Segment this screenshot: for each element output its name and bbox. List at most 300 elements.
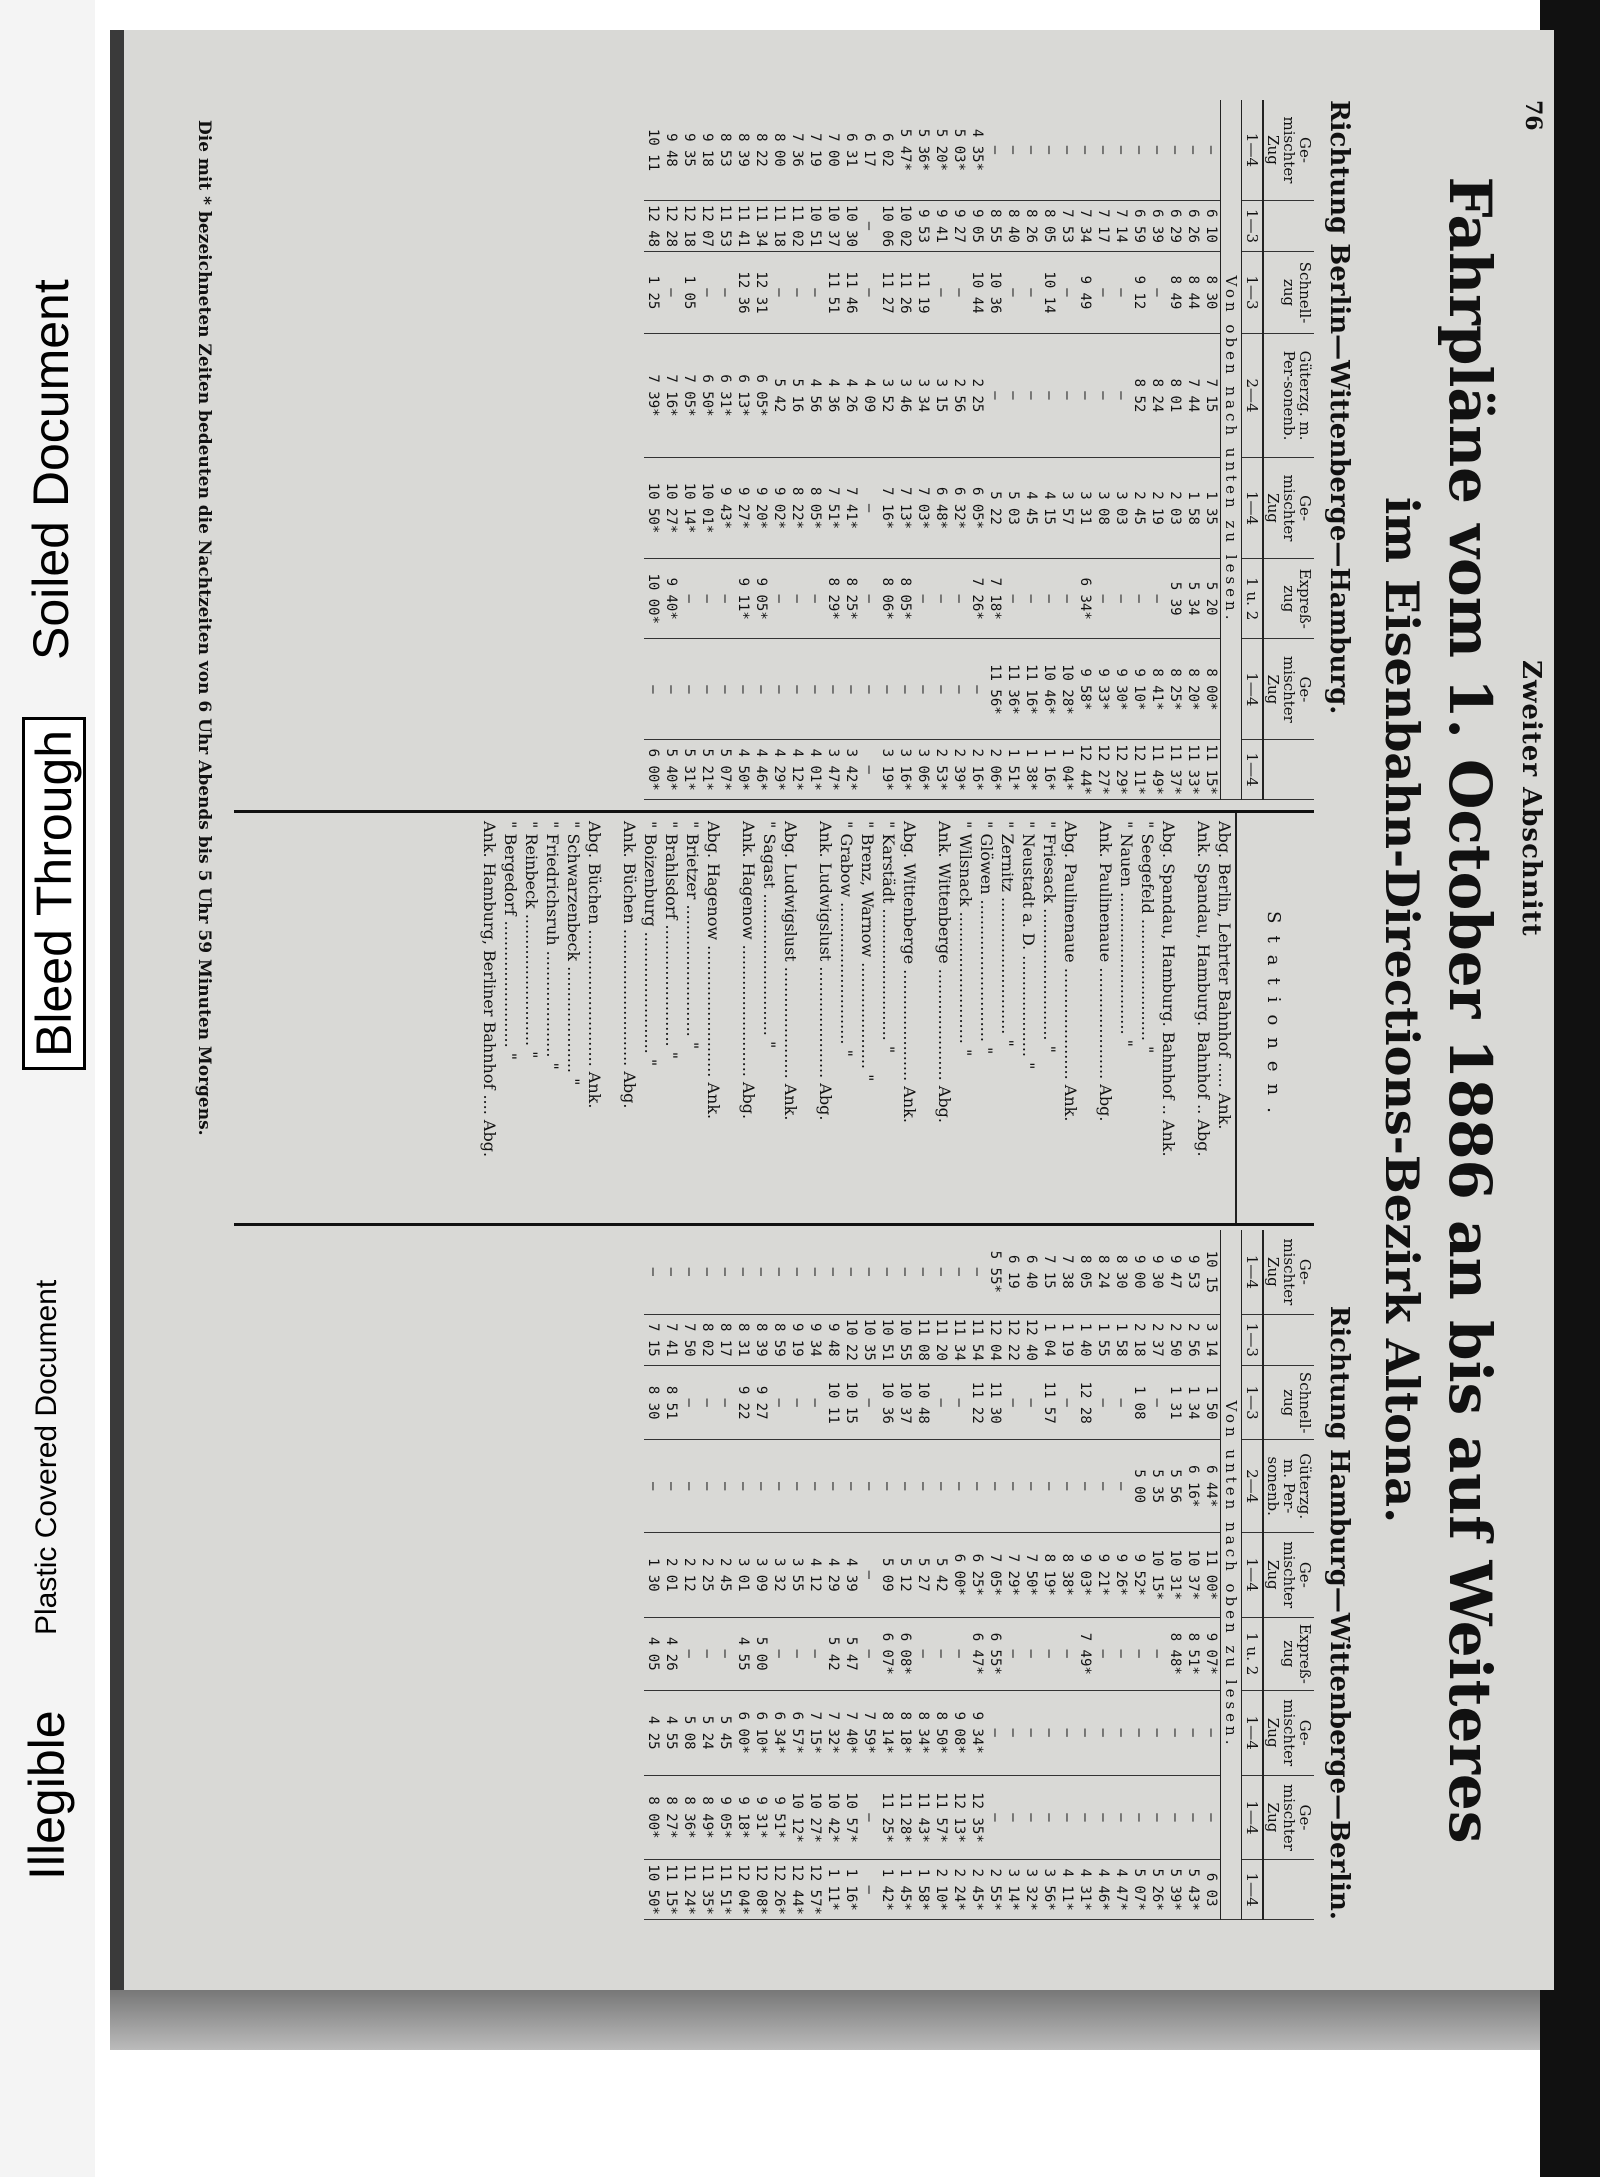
time-cell: 10 51 bbox=[878, 1314, 896, 1365]
time-cell: — bbox=[1022, 252, 1040, 334]
time-cell: 11 41 bbox=[734, 200, 752, 251]
time-cell: 6 00* bbox=[950, 1532, 968, 1617]
time-cell: 4 46* bbox=[1094, 1860, 1112, 1920]
bleed-through-label: Bleed Through bbox=[22, 717, 86, 1070]
time-cell: 3 19* bbox=[878, 740, 896, 800]
time-cell: 8 31 bbox=[734, 1314, 752, 1365]
time-cell: 12 40 bbox=[1022, 1314, 1040, 1365]
time-cell: 5 31* bbox=[680, 740, 698, 800]
time-cell: 7 15 bbox=[1202, 333, 1221, 457]
time-cell: 6 05* bbox=[752, 333, 770, 457]
class-cell: 1—4 bbox=[1242, 1775, 1264, 1860]
time-cell: 9 51* bbox=[770, 1775, 788, 1860]
time-cell: 3 34 bbox=[914, 333, 932, 457]
time-cell: 8 49 bbox=[1166, 252, 1184, 334]
time-cell: — bbox=[1004, 1365, 1022, 1440]
table-row bbox=[698, 1230, 716, 1920]
time-cell: 7 00 bbox=[824, 100, 842, 200]
time-cell: 6 59 bbox=[1130, 200, 1148, 251]
time-cell: 3 08 bbox=[1094, 458, 1112, 559]
time-cell: 9 20* bbox=[752, 458, 770, 559]
time-cell: — bbox=[680, 1230, 698, 1314]
time-cell: — bbox=[860, 1440, 878, 1532]
table-row bbox=[734, 1230, 752, 1920]
time-cell: 9 31* bbox=[752, 1775, 770, 1860]
station-row: " Brietzer .......................... " bbox=[683, 821, 702, 1050]
time-cell: 2 45 bbox=[716, 1532, 734, 1617]
time-cell: 9 53 bbox=[914, 200, 932, 251]
time-cell: 11 00* bbox=[1202, 1532, 1221, 1617]
table-row bbox=[986, 100, 1004, 800]
time-cell: 11 02 bbox=[788, 200, 806, 251]
time-cell: 3 42* bbox=[842, 740, 860, 800]
table-row bbox=[842, 100, 860, 800]
time-cell: — bbox=[806, 1230, 824, 1314]
page-title: Fahrpläne vom 1. October 1886 an bis auf Weiteres bbox=[1436, 176, 1504, 1844]
time-cell: 5 36* bbox=[914, 100, 932, 200]
time-cell: 4 45 bbox=[1022, 458, 1040, 559]
time-cell: 1 30 bbox=[644, 1532, 662, 1617]
time-cell: 8 05 bbox=[1076, 1230, 1094, 1314]
time-cell: 3 06* bbox=[914, 740, 932, 800]
time-cell: — bbox=[1148, 1690, 1166, 1775]
time-cell: — bbox=[1040, 100, 1058, 200]
time-cell: 11 54 bbox=[968, 1314, 986, 1365]
station-row: Abg. Spandau, Hamburg. Bahnhof .. Ank. bbox=[1159, 821, 1178, 1157]
time-cell: — bbox=[824, 639, 842, 740]
timetable-left bbox=[644, 100, 1314, 800]
time-cell: — bbox=[932, 1230, 950, 1314]
station-row: " Boizenburg ........................ " bbox=[641, 821, 660, 1067]
time-cell: — bbox=[1022, 559, 1040, 639]
time-cell: 5 35 bbox=[1148, 1440, 1166, 1532]
time-cell: — bbox=[1094, 1690, 1112, 1775]
time-cell: — bbox=[1148, 1617, 1166, 1690]
table-row bbox=[716, 100, 734, 800]
time-cell: — bbox=[1058, 252, 1076, 334]
time-cell: — bbox=[1076, 1775, 1094, 1860]
column-header: Ge-mischter Zug bbox=[1263, 100, 1314, 200]
station-row: " Bergedorf ......................... " bbox=[501, 821, 520, 1061]
time-cell: 7 50 bbox=[680, 1314, 698, 1365]
time-cell: 3 56* bbox=[1040, 1860, 1058, 1920]
time-cell: — bbox=[932, 1617, 950, 1690]
time-cell: 7 05* bbox=[986, 1532, 1004, 1617]
table-row bbox=[1076, 100, 1094, 800]
time-cell: — bbox=[1022, 100, 1040, 200]
table-row bbox=[806, 100, 824, 800]
time-cell: — bbox=[950, 1617, 968, 1690]
time-cell: 3 47* bbox=[824, 740, 842, 800]
time-cell: 8 27* bbox=[662, 1775, 680, 1860]
column-header bbox=[1263, 740, 1314, 800]
time-cell: — bbox=[1166, 100, 1184, 200]
time-cell: 9 49 bbox=[1076, 252, 1094, 334]
time-cell: — bbox=[752, 1440, 770, 1532]
time-cell: 10 37* bbox=[1184, 1532, 1202, 1617]
time-cell: 11 16* bbox=[1022, 639, 1040, 740]
column-header: Güterzg. m. Per-sonenb. bbox=[1263, 1440, 1314, 1532]
column-header: Expreß-zug bbox=[1263, 559, 1314, 639]
station-row: " Schwarzenbeck ..................... " bbox=[564, 821, 583, 1086]
time-cell: — bbox=[1148, 559, 1166, 639]
time-cell: — bbox=[1094, 559, 1112, 639]
time-cell: — bbox=[950, 1365, 968, 1440]
time-cell: 8 26 bbox=[1022, 200, 1040, 251]
time-cell: 5 42 bbox=[770, 333, 788, 457]
time-cell: — bbox=[842, 1230, 860, 1314]
table-row bbox=[644, 100, 662, 800]
time-cell: 11 51* bbox=[716, 1860, 734, 1920]
time-cell: — bbox=[1004, 559, 1022, 639]
time-cell: 4 26 bbox=[662, 1617, 680, 1690]
time-cell: 10 50* bbox=[644, 1860, 662, 1920]
time-cell: 12 35* bbox=[968, 1775, 986, 1860]
time-cell: — bbox=[1112, 559, 1130, 639]
time-cell: 5 56 bbox=[1166, 1440, 1184, 1532]
time-cell: 8 48* bbox=[1166, 1617, 1184, 1690]
time-cell: — bbox=[770, 1230, 788, 1314]
time-cell: 8 05 bbox=[1040, 200, 1058, 251]
time-cell: 6 48* bbox=[932, 458, 950, 559]
time-cell: 5 39 bbox=[1166, 559, 1184, 639]
time-cell: 10 28* bbox=[1058, 639, 1076, 740]
illegible-label: Illegible bbox=[19, 1710, 75, 1880]
time-cell: 2 56 bbox=[1184, 1314, 1202, 1365]
time-cell: — bbox=[662, 639, 680, 740]
time-cell: 10 27* bbox=[806, 1775, 824, 1860]
table-row bbox=[806, 1230, 824, 1920]
class-cell: 2—4 bbox=[1242, 1440, 1264, 1532]
time-cell: — bbox=[1166, 1775, 1184, 1860]
time-cell: 2 16* bbox=[968, 740, 986, 800]
time-cell: 5 42 bbox=[932, 1532, 950, 1617]
time-cell: 8 24 bbox=[1094, 1230, 1112, 1314]
table-row bbox=[1166, 100, 1184, 800]
time-cell: 11 19 bbox=[914, 252, 932, 334]
time-cell: — bbox=[1076, 333, 1094, 457]
table-row bbox=[986, 1230, 1004, 1920]
time-cell: 12 13* bbox=[950, 1775, 968, 1860]
time-cell: 5 07* bbox=[716, 740, 734, 800]
time-cell: — bbox=[1094, 1617, 1112, 1690]
time-cell: 3 09 bbox=[752, 1532, 770, 1617]
time-cell: — bbox=[644, 639, 662, 740]
time-cell: 3 57 bbox=[1058, 458, 1076, 559]
table-row bbox=[950, 100, 968, 800]
time-cell: 6 50* bbox=[698, 333, 716, 457]
time-cell: 9 58* bbox=[1076, 639, 1094, 740]
time-cell: 2 45 bbox=[1130, 458, 1148, 559]
time-cell: 11 18 bbox=[770, 200, 788, 251]
time-cell: 2 12 bbox=[680, 1532, 698, 1617]
class-cell: 1—4 bbox=[1242, 100, 1264, 200]
time-cell: 5 27 bbox=[914, 1532, 932, 1617]
time-cell: — bbox=[1184, 1690, 1202, 1775]
time-cell: — bbox=[1058, 100, 1076, 200]
time-cell: — bbox=[662, 1440, 680, 1532]
time-cell: 9 12 bbox=[1130, 252, 1148, 334]
time-cell: 9 48 bbox=[662, 100, 680, 200]
time-cell: 10 02 bbox=[896, 200, 914, 251]
page-number: 76 bbox=[1520, 100, 1546, 131]
time-cell: 8 22 bbox=[752, 100, 770, 200]
time-cell: — bbox=[1112, 1690, 1130, 1775]
time-cell: — bbox=[860, 200, 878, 251]
table-row bbox=[1130, 1230, 1148, 1920]
timetable-right bbox=[644, 1230, 1314, 1920]
time-cell: 9 34 bbox=[806, 1314, 824, 1365]
time-cell: — bbox=[1004, 100, 1022, 200]
time-cell: 8 01 bbox=[1166, 333, 1184, 457]
time-cell: 7 53 bbox=[1058, 200, 1076, 251]
column-header: Ge-mischter Zug bbox=[1263, 639, 1314, 740]
table-row bbox=[752, 1230, 770, 1920]
time-cell: — bbox=[914, 1440, 932, 1532]
time-cell: 7 15* bbox=[806, 1690, 824, 1775]
time-cell: — bbox=[644, 1230, 662, 1314]
class-cell: 1—4 bbox=[1242, 1860, 1264, 1920]
time-cell: 8 39 bbox=[734, 100, 752, 200]
time-cell: 2 37 bbox=[1148, 1314, 1166, 1365]
time-cell: 2 10* bbox=[932, 1860, 950, 1920]
table-row bbox=[788, 1230, 806, 1920]
time-cell: — bbox=[716, 559, 734, 639]
time-cell: 7 41 bbox=[662, 1314, 680, 1365]
time-cell: 10 11 bbox=[644, 100, 662, 200]
time-cell: — bbox=[1148, 1365, 1166, 1440]
time-cell: 8 25* bbox=[842, 559, 860, 639]
time-cell: 12 27* bbox=[1094, 740, 1112, 800]
time-cell: — bbox=[1058, 1775, 1076, 1860]
time-cell: 1 16* bbox=[842, 1860, 860, 1920]
time-cell: 8 52 bbox=[1130, 333, 1148, 457]
time-cell: — bbox=[662, 1230, 680, 1314]
time-cell: — bbox=[770, 1617, 788, 1690]
time-cell: 5 40* bbox=[662, 740, 680, 800]
time-cell: 9 26* bbox=[1112, 1532, 1130, 1617]
time-cell: 10 22 bbox=[842, 1314, 860, 1365]
time-cell: — bbox=[950, 1230, 968, 1314]
table-row bbox=[680, 1230, 698, 1920]
class-cell: 2—4 bbox=[1242, 333, 1264, 457]
time-cell: — bbox=[1130, 1775, 1148, 1860]
time-cell: 10 27* bbox=[662, 458, 680, 559]
soiled-document-label: Soiled Document bbox=[23, 279, 79, 660]
time-cell: — bbox=[842, 1440, 860, 1532]
station-row: Ank. Paulinenaue ...................... Abg. bbox=[1096, 821, 1115, 1122]
time-cell: 1 19 bbox=[1058, 1314, 1076, 1365]
time-cell: 1 45* bbox=[896, 1860, 914, 1920]
time-cell: 9 33* bbox=[1094, 639, 1112, 740]
time-cell: 12 04* bbox=[734, 1860, 752, 1920]
time-cell: — bbox=[896, 1230, 914, 1314]
time-cell: — bbox=[1058, 1690, 1076, 1775]
time-cell: 6 26 bbox=[1184, 200, 1202, 251]
time-cell: 8 50* bbox=[932, 1690, 950, 1775]
time-cell: 7 19 bbox=[806, 100, 824, 200]
time-cell: — bbox=[788, 559, 806, 639]
time-cell: — bbox=[788, 1365, 806, 1440]
column-header bbox=[1263, 1860, 1314, 1920]
column-header: Ge-mischter Zug bbox=[1263, 1230, 1314, 1314]
time-cell: — bbox=[716, 1617, 734, 1690]
time-cell: — bbox=[698, 1230, 716, 1314]
time-cell: 11 15* bbox=[1202, 740, 1221, 800]
time-cell: 6 00* bbox=[734, 1690, 752, 1775]
table-row bbox=[734, 100, 752, 800]
time-cell: 7 41* bbox=[842, 458, 860, 559]
time-cell: 12 44* bbox=[788, 1860, 806, 1920]
time-cell: 10 12* bbox=[788, 1775, 806, 1860]
time-cell: 8 55 bbox=[986, 200, 1004, 251]
time-cell: 5 03 bbox=[1004, 458, 1022, 559]
time-cell: — bbox=[1022, 1365, 1040, 1440]
time-cell: — bbox=[788, 252, 806, 334]
time-cell: — bbox=[860, 1365, 878, 1440]
time-cell: 8 06* bbox=[878, 559, 896, 639]
table-row bbox=[1022, 1230, 1040, 1920]
time-cell: 10 01* bbox=[698, 458, 716, 559]
time-cell: 4 47* bbox=[1112, 1860, 1130, 1920]
class-cell: 1—3 bbox=[1242, 252, 1264, 334]
time-cell: 3 14* bbox=[1004, 1860, 1022, 1920]
time-cell: — bbox=[1112, 100, 1130, 200]
time-cell: — bbox=[788, 1440, 806, 1532]
time-cell: 4 39 bbox=[842, 1532, 860, 1617]
time-cell: — bbox=[950, 252, 968, 334]
column-header: Schnell-zug bbox=[1263, 1365, 1314, 1440]
time-cell: 10 44 bbox=[968, 252, 986, 334]
time-cell: 3 55 bbox=[788, 1532, 806, 1617]
table-row bbox=[1202, 1230, 1221, 1920]
time-cell: 6 44* bbox=[1202, 1440, 1221, 1532]
time-cell: — bbox=[914, 559, 932, 639]
table-row bbox=[950, 1230, 968, 1920]
time-cell: 11 15* bbox=[662, 1860, 680, 1920]
time-cell: 9 18* bbox=[734, 1775, 752, 1860]
time-cell: — bbox=[1004, 1617, 1022, 1690]
table-row bbox=[1184, 1230, 1202, 1920]
time-cell: 6 31* bbox=[716, 333, 734, 457]
table-row bbox=[770, 1230, 788, 1920]
time-cell: 10 57* bbox=[842, 1775, 860, 1860]
time-cell: 10 14* bbox=[680, 458, 698, 559]
time-cell: 12 28 bbox=[662, 200, 680, 251]
table-row bbox=[878, 1230, 896, 1920]
time-cell: — bbox=[1148, 252, 1166, 334]
time-cell: — bbox=[1130, 1617, 1148, 1690]
time-cell: — bbox=[770, 1440, 788, 1532]
time-cell: — bbox=[806, 1617, 824, 1690]
time-cell: 8 05* bbox=[806, 458, 824, 559]
station-row: " Brenz, Warnow ..................... " bbox=[858, 821, 877, 1082]
time-cell: 7 34 bbox=[1076, 200, 1094, 251]
table-row bbox=[824, 1230, 842, 1920]
time-cell: 6 47* bbox=[968, 1617, 986, 1690]
time-cell: 3 14 bbox=[1202, 1314, 1221, 1365]
time-cell: 1 11* bbox=[824, 1860, 842, 1920]
time-cell: 4 12 bbox=[806, 1532, 824, 1617]
class-cell: 1 u. 2 bbox=[1242, 1617, 1264, 1690]
time-cell: — bbox=[788, 639, 806, 740]
time-cell: — bbox=[1022, 1617, 1040, 1690]
time-cell: — bbox=[1094, 100, 1112, 200]
time-cell: 9 34* bbox=[968, 1690, 986, 1775]
time-cell: — bbox=[860, 252, 878, 334]
time-cell: — bbox=[698, 1617, 716, 1690]
time-cell: 1 50 bbox=[1202, 1365, 1221, 1440]
class-cell: 1—4 bbox=[1242, 1230, 1264, 1314]
time-cell: 9 00 bbox=[1130, 1230, 1148, 1314]
table-row bbox=[932, 1230, 950, 1920]
time-cell: 7 15 bbox=[644, 1314, 662, 1365]
time-cell: 11 20 bbox=[932, 1314, 950, 1365]
time-cell: 8 41* bbox=[1148, 639, 1166, 740]
time-cell: — bbox=[1058, 1365, 1076, 1440]
time-cell: 10 31* bbox=[1166, 1532, 1184, 1617]
table-row bbox=[1004, 1230, 1022, 1920]
time-cell: — bbox=[1130, 1690, 1148, 1775]
time-cell: 2 24* bbox=[950, 1860, 968, 1920]
time-cell: 9 35 bbox=[680, 100, 698, 200]
time-cell: — bbox=[914, 1617, 932, 1690]
time-cell: — bbox=[1094, 1365, 1112, 1440]
time-cell: 4 09 bbox=[860, 333, 878, 457]
time-cell: 6 19 bbox=[1004, 1230, 1022, 1314]
time-cell: — bbox=[716, 252, 734, 334]
time-cell: — bbox=[1094, 1775, 1112, 1860]
time-cell: 12 28 bbox=[1076, 1365, 1094, 1440]
plastic-covered-label: Plastic Covered Document bbox=[30, 1279, 63, 1635]
time-cell: — bbox=[1058, 1440, 1076, 1532]
time-cell: 8 25* bbox=[1166, 639, 1184, 740]
footnote: Die mit * bezeichneten Zeiten bedeuten die Nachtzeiten von 6 Uhr Abends bis 5 Uhr 59 Minuten Morgens. bbox=[194, 120, 214, 1136]
class-cell: 1—3 bbox=[1242, 1314, 1264, 1365]
time-cell: — bbox=[698, 559, 716, 639]
station-row: Abg. Hagenow .......................... Ank. bbox=[704, 821, 723, 1120]
artifact-label-strip bbox=[0, 0, 95, 2177]
time-cell: — bbox=[1058, 559, 1076, 639]
time-cell: 4 29 bbox=[824, 1532, 842, 1617]
time-cell: — bbox=[1004, 333, 1022, 457]
time-cell: 7 16* bbox=[662, 333, 680, 457]
time-cell: 4 46* bbox=[752, 740, 770, 800]
time-cell: 7 14 bbox=[1112, 200, 1130, 251]
time-cell: 3 32* bbox=[1022, 1860, 1040, 1920]
time-cell: 5 00 bbox=[752, 1617, 770, 1690]
time-cell: 9 11* bbox=[734, 559, 752, 639]
time-cell: 6 16* bbox=[1184, 1440, 1202, 1532]
column-header: Ge-mischter Zug bbox=[1263, 1532, 1314, 1617]
time-cell: — bbox=[1094, 252, 1112, 334]
time-cell: 12 18 bbox=[680, 200, 698, 251]
time-cell: 2 45* bbox=[968, 1860, 986, 1920]
time-cell: — bbox=[1076, 100, 1094, 200]
time-cell: — bbox=[1004, 1440, 1022, 1532]
time-cell: — bbox=[1040, 1690, 1058, 1775]
time-cell: 6 39 bbox=[1148, 200, 1166, 251]
time-cell: 5 16 bbox=[788, 333, 806, 457]
time-cell: 8 51 bbox=[662, 1365, 680, 1440]
time-cell: 10 06 bbox=[878, 200, 896, 251]
table-row bbox=[752, 100, 770, 800]
time-cell: 12 57* bbox=[806, 1860, 824, 1920]
time-cell: — bbox=[788, 1617, 806, 1690]
table-row bbox=[968, 1230, 986, 1920]
time-cell: 9 05* bbox=[752, 559, 770, 639]
station-row: " Wilsnack .......................... " bbox=[956, 821, 975, 1057]
